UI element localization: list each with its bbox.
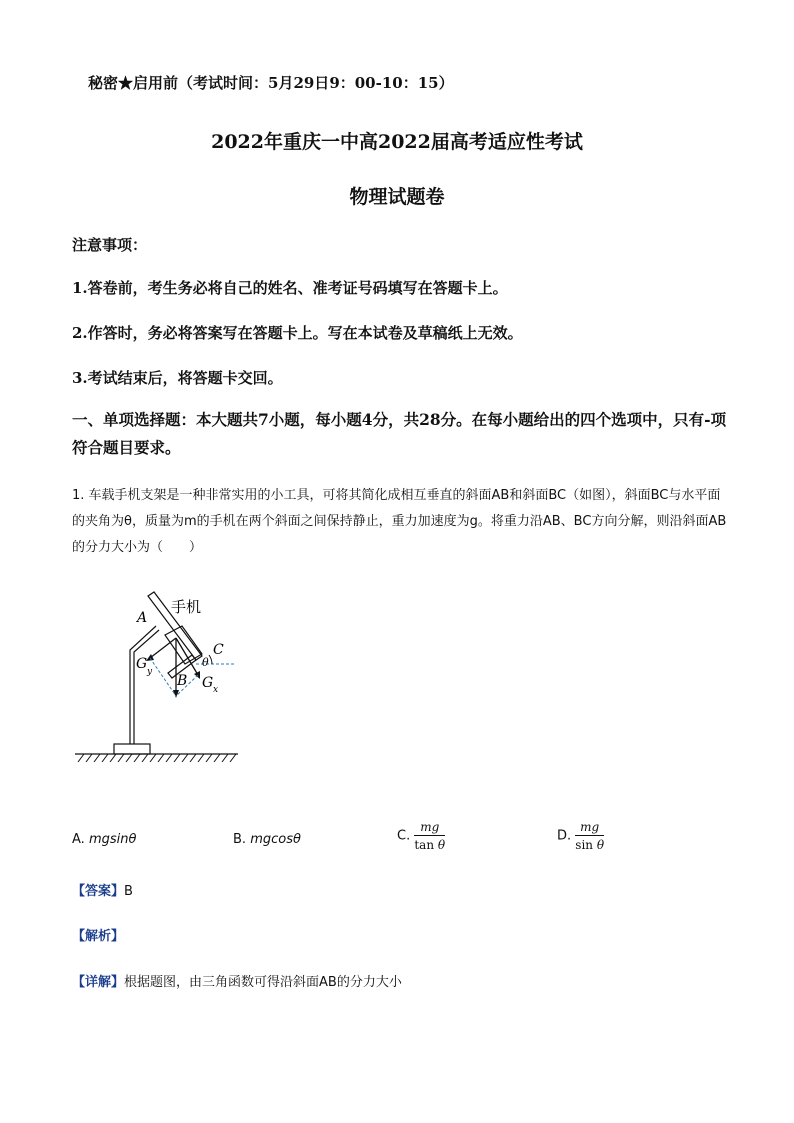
- option-b: B. mgcosθ: [233, 832, 301, 847]
- section-heading: 一、单项选择题：本大题共7小题，每小题4分，共28分。在每小题给出的四个选项中，只有-项符合题目要求。: [72, 410, 727, 457]
- label-b: B: [177, 673, 188, 689]
- label-gx: G: [202, 675, 214, 691]
- detail-tag: 【详解】: [72, 975, 125, 990]
- notes-heading: 注意事项：: [72, 236, 148, 254]
- answer-tag: 【答案】: [72, 884, 125, 899]
- option-c-fraction: $\frac{mg}{\text{tan θ}}$: [414, 820, 446, 852]
- analysis-tag: 【解析】: [72, 929, 125, 944]
- label-theta: θ: [202, 656, 209, 669]
- label-phone: 手机: [171, 598, 202, 616]
- option-c: C. $\frac{mg}{\text{tan θ}}$: [397, 820, 446, 852]
- note-item-1: 1.答卷前，考生务必将自己的姓名、准考证号码填写在答题卡上。: [72, 279, 508, 297]
- ground-hatching: [78, 754, 236, 762]
- confidential-line: 秘密★启用前（考试时间：5月29日9：00-10：15）: [88, 74, 454, 92]
- paper-subtitle: 物理试题卷: [349, 186, 445, 208]
- question-1-text: 1. 车载手机支架是一种非常实用的小工具，可将其简化成相互垂直的斜面AB和斜面BC（如图），斜面BC与水平面的夹角为θ，质量为m的手机在两个斜面之间保持静止，重力加速度为g。将重力沿AB、BC方向分解，则沿斜面AB的分力大小为（ ）: [72, 488, 727, 555]
- analysis-line: [72, 925, 124, 944]
- label-gy-sub: y: [147, 667, 153, 677]
- label-a: A: [137, 610, 148, 626]
- label-c: C: [213, 642, 224, 658]
- phone-holder-diagram: [70, 590, 250, 770]
- answer-line: [72, 880, 133, 899]
- label-gx-sub: x: [213, 685, 219, 695]
- dashed-line: [150, 658, 176, 696]
- detail-text: 根据题图，由三角函数可得沿斜面AB的分力大小: [124, 975, 402, 990]
- answer-value: B: [124, 884, 133, 899]
- note-item-3: 3.考试结束后，将答题卡交回。: [72, 369, 283, 387]
- option-d: D. $\frac{mg}{\text{sin θ}}$: [557, 820, 605, 852]
- label-gy: G: [136, 656, 148, 672]
- gy-arrow: [150, 638, 176, 658]
- exam-title: 2022年重庆一中高2022届高考适应性考试: [211, 131, 583, 153]
- detail-line: [72, 971, 402, 990]
- stand-base: [114, 744, 150, 754]
- option-a: A. mgsinθ: [72, 832, 137, 847]
- note-item-2: 2.作答时，务必将答案写在答题卡上。写在本试卷及草稿纸上无效。: [72, 324, 523, 342]
- option-d-fraction: $\frac{mg}{\text{sin θ}}$: [575, 820, 605, 852]
